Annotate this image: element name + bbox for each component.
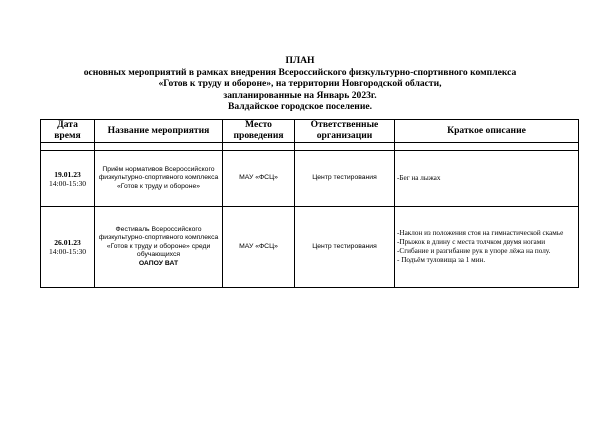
event-name: Приём нормативов Всероссийского физкультурно-спортивного комплекса «Готов к труду и обороне»: [98, 165, 219, 190]
cell-date: [41, 151, 95, 207]
cell-organization: Центр тестирования: [295, 207, 395, 288]
event-participant: ОАПОУ ВАТ: [138, 259, 179, 267]
title-heading: ПЛАН: [285, 55, 315, 66]
cell-place: МАУ «ФСЦ»: [223, 207, 295, 288]
event-time: 14:00-15:30: [48, 178, 87, 188]
event-date: 26.01.23: [54, 238, 81, 247]
cell-description: [395, 207, 579, 288]
table-row: [41, 151, 579, 207]
description-line: -Наклон из положения стоя на гимнастической скамье: [397, 229, 564, 238]
table-spacer-row: [41, 143, 579, 151]
header-organizations: Ответственные организации: [295, 120, 395, 143]
header-date: Дата время: [41, 120, 95, 143]
description-line: - Подъём туловища за 1 мин.: [397, 255, 486, 264]
header-description: Краткое описание: [395, 120, 579, 143]
title-settlement: Валдайское городское поселение.: [228, 101, 372, 113]
description-line: -Бег на лыжах: [397, 174, 441, 183]
event-time: 14:00-15:30: [48, 247, 87, 256]
events-table: [40, 119, 579, 288]
plan-title-block: [0, 55, 600, 113]
cell-place: МАУ «ФСЦ»: [223, 151, 295, 207]
cell-event-name: [95, 207, 223, 288]
cell-organization: Центр тестирования: [295, 151, 395, 207]
cell-description: [395, 151, 579, 207]
title-period: запланированные на Январь 2023г.: [223, 89, 377, 101]
table-row: [41, 207, 579, 288]
table-header-row: [41, 120, 579, 143]
title-subject: основных мероприятий в рамках внедрения Всероссийского физкультурно-спортивного комплекса: [83, 66, 517, 78]
cell-date: [41, 207, 95, 288]
description-line: -Прыжок в длину с места толчком двумя ногами: [397, 238, 546, 247]
cell-event-name: [95, 151, 223, 207]
header-place: Место проведения: [223, 120, 295, 143]
description-line: -Сгибание и разгибание рук в упоре лёжа на полу.: [397, 247, 551, 255]
event-date: 19.01.23: [54, 169, 81, 179]
header-event-name: Название мероприятия: [95, 120, 223, 143]
event-name: Фестиваль Всероссийского физкультурно-спортивного комплекса «Готов к труду и обороне» среди обучающихся: [98, 225, 219, 259]
title-complex: «Готов к труду и обороне», на территории Новгородской области,: [158, 78, 442, 90]
